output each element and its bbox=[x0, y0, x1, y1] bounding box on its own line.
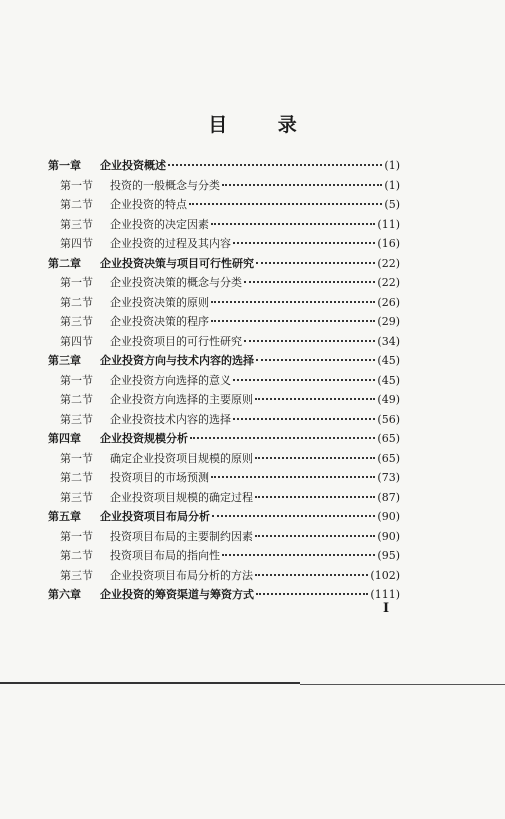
entry-number: 第一节 bbox=[60, 451, 93, 465]
entry-title: 企业投资项目的可行性研究 bbox=[110, 334, 242, 348]
entry-number: 第六章 bbox=[48, 588, 81, 601]
dot-leader bbox=[244, 339, 375, 342]
toc-section-entry bbox=[48, 546, 400, 566]
entry-title: 企业投资技术内容的选择 bbox=[110, 412, 231, 426]
entry-title: 企业投资的过程及其内容 bbox=[110, 237, 231, 250]
toc-section-entry bbox=[48, 332, 400, 352]
entry-page: (65) bbox=[377, 451, 400, 465]
entry-page: (45) bbox=[377, 373, 400, 387]
entry-number: 第三节 bbox=[60, 412, 93, 426]
toc-chapter-entry bbox=[48, 254, 400, 274]
entry-page: (22) bbox=[377, 256, 400, 270]
dot-leader bbox=[233, 241, 375, 244]
entry-title: 企业投资决策的原则 bbox=[110, 295, 209, 309]
entry-page: (87) bbox=[377, 490, 400, 504]
dot-leader bbox=[190, 436, 375, 439]
page-title: 目 录 bbox=[208, 114, 319, 136]
entry-title: 企业投资决策的概念与分类 bbox=[110, 276, 242, 289]
dot-leader bbox=[168, 163, 382, 166]
dot-leader bbox=[256, 261, 375, 264]
dot-leader bbox=[256, 358, 375, 361]
entry-title: 企业投资规模分析 bbox=[100, 432, 188, 445]
toc-section-entry bbox=[48, 488, 400, 508]
dot-leader bbox=[222, 553, 375, 556]
entry-number: 第一节 bbox=[60, 529, 93, 543]
toc-chapter-entry bbox=[48, 429, 400, 449]
toc-section-entry bbox=[48, 449, 400, 469]
dot-leader bbox=[255, 573, 368, 576]
entry-number: 第二节 bbox=[60, 549, 93, 562]
dot-leader bbox=[244, 280, 375, 283]
toc-section-entry bbox=[48, 293, 400, 313]
entry-page: (73) bbox=[377, 471, 400, 484]
dot-leader bbox=[255, 456, 375, 459]
entry-title: 投资项目的市场预测 bbox=[110, 471, 209, 484]
entry-number: 第三节 bbox=[60, 568, 93, 582]
entry-number: 第二节 bbox=[60, 393, 93, 406]
bottom-rule-right bbox=[300, 684, 505, 685]
entry-page: (95) bbox=[377, 549, 400, 562]
entry-number: 第三节 bbox=[60, 315, 93, 328]
entry-page: (1) bbox=[384, 159, 400, 172]
entry-number: 第三节 bbox=[60, 490, 93, 504]
entry-title: 企业投资方向与技术内容的选择 bbox=[100, 354, 254, 367]
dot-leader bbox=[233, 417, 375, 420]
entry-page: (1) bbox=[384, 178, 400, 192]
entry-number: 第一章 bbox=[48, 159, 81, 172]
dot-leader bbox=[211, 300, 375, 303]
toc-section-entry bbox=[48, 273, 400, 293]
entry-page: (49) bbox=[377, 393, 400, 406]
entry-page: (111) bbox=[370, 588, 400, 601]
entry-title: 企业投资的特点 bbox=[110, 198, 187, 211]
dot-leader bbox=[211, 475, 375, 478]
toc-section-entry bbox=[48, 566, 400, 586]
entry-number: 第三节 bbox=[60, 217, 93, 231]
entry-title: 企业投资项目布局分析 bbox=[100, 510, 210, 523]
entry-number: 第三章 bbox=[48, 354, 81, 367]
entry-page: (45) bbox=[377, 354, 400, 367]
entry-title: 企业投资项目规模的确定过程 bbox=[110, 490, 253, 504]
dot-leader bbox=[233, 378, 375, 381]
entry-title: 企业投资概述 bbox=[100, 159, 166, 172]
entry-number: 第四节 bbox=[60, 334, 93, 348]
table-of-contents bbox=[48, 156, 400, 605]
entry-number: 第四章 bbox=[48, 432, 81, 445]
entry-number: 第一节 bbox=[60, 276, 93, 289]
entry-page: (5) bbox=[384, 198, 400, 211]
entry-title: 企业投资方向选择的主要原则 bbox=[110, 393, 253, 406]
entry-number: 第五章 bbox=[48, 510, 81, 523]
dot-leader bbox=[255, 495, 375, 498]
entry-title: 企业投资项目布局分析的方法 bbox=[110, 568, 253, 582]
toc-section-entry bbox=[48, 234, 400, 254]
toc-section-entry bbox=[48, 468, 400, 488]
entry-page: (65) bbox=[377, 432, 400, 445]
toc-section-entry bbox=[48, 312, 400, 332]
entry-number: 第四节 bbox=[60, 237, 93, 250]
page-number: I bbox=[383, 601, 390, 616]
toc-chapter-entry bbox=[48, 507, 400, 527]
entry-page: (16) bbox=[377, 237, 400, 250]
entry-title: 企业投资决策的程序 bbox=[110, 315, 209, 328]
toc-section-entry bbox=[48, 215, 400, 235]
entry-title: 企业投资的决定因素 bbox=[110, 217, 209, 231]
toc-section-entry bbox=[48, 390, 400, 410]
entry-page: (34) bbox=[377, 334, 400, 348]
dot-leader bbox=[211, 222, 375, 225]
dot-leader bbox=[222, 183, 382, 186]
entry-page: (26) bbox=[377, 295, 400, 309]
dot-leader bbox=[256, 592, 368, 595]
entry-title: 投资项目布局的主要制约因素 bbox=[110, 529, 253, 543]
entry-title: 确定企业投资项目规模的原则 bbox=[110, 451, 253, 465]
entry-page: (22) bbox=[377, 276, 400, 289]
entry-number: 第二节 bbox=[60, 471, 93, 484]
dot-leader bbox=[211, 319, 375, 322]
dot-leader bbox=[212, 514, 375, 517]
toc-section-entry bbox=[48, 176, 400, 196]
entry-number: 第二节 bbox=[60, 295, 93, 309]
entry-number: 第一节 bbox=[60, 373, 93, 387]
entry-number: 第二节 bbox=[60, 198, 93, 211]
entry-page: (11) bbox=[377, 217, 400, 231]
entry-title: 企业投资决策与项目可行性研究 bbox=[100, 256, 254, 270]
entry-title: 企业投资的筹资渠道与筹资方式 bbox=[100, 588, 254, 601]
entry-title: 企业投资方向选择的意义 bbox=[110, 373, 231, 387]
toc-section-entry bbox=[48, 527, 400, 547]
entry-number: 第一节 bbox=[60, 178, 93, 192]
entry-page: (102) bbox=[370, 568, 400, 582]
dot-leader bbox=[255, 397, 375, 400]
dot-leader bbox=[189, 202, 382, 205]
toc-section-entry bbox=[48, 371, 400, 391]
entry-title: 投资项目布局的指向性 bbox=[110, 549, 220, 562]
entry-title: 投资的一般概念与分类 bbox=[110, 178, 220, 192]
dot-leader bbox=[255, 534, 375, 537]
entry-page: (29) bbox=[377, 315, 400, 328]
bottom-rule-left bbox=[0, 682, 300, 684]
toc-section-entry bbox=[48, 195, 400, 215]
toc-chapter-entry bbox=[48, 585, 400, 605]
toc-section-entry bbox=[48, 410, 400, 430]
toc-chapter-entry bbox=[48, 351, 400, 371]
entry-page: (90) bbox=[377, 510, 400, 523]
entry-page: (56) bbox=[377, 412, 400, 426]
entry-number: 第二章 bbox=[48, 256, 81, 270]
entry-page: (90) bbox=[377, 529, 400, 543]
toc-chapter-entry bbox=[48, 156, 400, 176]
